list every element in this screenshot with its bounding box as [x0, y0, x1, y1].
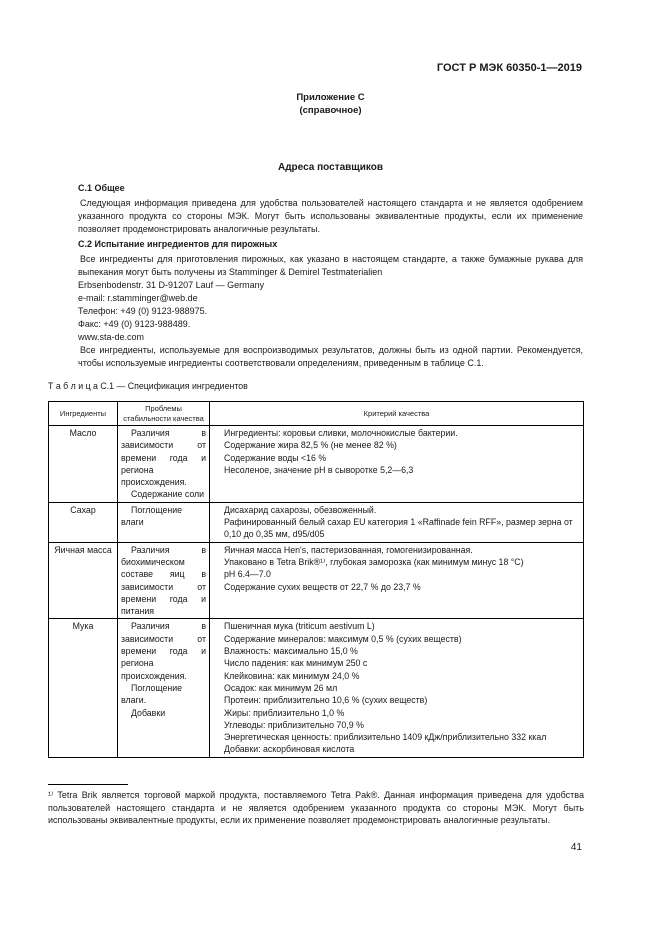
issues-cell [118, 619, 210, 757]
criteria-line: Ингредиенты: коровьи сливки, молочнокислые бактерии. [224, 428, 458, 438]
fax: Факс: +49 (0) 9123-988489. [78, 319, 191, 329]
criteria-line: Осадок: как минимум 26 мл [224, 682, 338, 693]
annex-title: Приложение С [296, 92, 365, 103]
address: Erbsenbodenstr. 31 D-91207 Lauf — Germany [78, 280, 265, 290]
ingredient-cell: Сахар [49, 502, 118, 542]
issues-cell [118, 542, 210, 619]
criteria-line: Рафинированный белый сахар EU категория 1 «Raffinade fein RFF», размер зерна от 0,10 до 0,35 мм, d95/d05 [224, 517, 573, 540]
c1-heading: С.1 Общее [78, 183, 125, 193]
section-title: Адреса поставщиков [277, 162, 384, 173]
ingredient-cell: Масло [49, 426, 118, 503]
criteria-line: Содержание воды <16 % [224, 452, 327, 463]
criteria-line: Протеин: приблизительно 10,6 % (сухих веществ) [224, 695, 428, 706]
c2-text1: Все ингредиенты для приготовления пирожных, как указано в настоящем стандарте, а также бумажные рукава для выпекания могут быть получены из Stamminger & Demirel Testmaterialien [78, 254, 583, 277]
table-row [49, 502, 584, 542]
header-issues: Проблемы стабильности качества [118, 402, 210, 426]
criteria-line: Добавки: аскорбиновая кислота [224, 744, 355, 755]
c2-heading: С.2 Испытание ингредиентов для пирожных [78, 239, 278, 249]
criteria-line: Содержание минералов: максимум 0,5 % (сухих веществ) [224, 633, 462, 644]
issues-paragraph: Поглощение влаги. [121, 682, 183, 706]
website: www.sta-de.com [78, 332, 145, 342]
criteria-line: Дисахарид сахарозы, обезвоженный. [224, 504, 377, 515]
table-caption: Т а б л и ц а С.1 — Спецификация ингредиентов [48, 381, 248, 391]
criteria-line: pH 6.4—7.0 [224, 569, 271, 580]
criteria-line: Пшеничная мука (triticum aestivum L) [224, 621, 375, 632]
issues-paragraph: Поглощение влаги [121, 504, 183, 528]
table-row [49, 619, 584, 757]
standard-header: ГОСТ Р МЭК 60350-1—2019 [436, 62, 582, 74]
annex-subtitle: (справочное) [299, 105, 362, 116]
ingredient-cell: Мука [49, 619, 118, 757]
criteria-line: Жиры: приблизительно 1,0 % [224, 707, 345, 718]
ingredient-cell: Яичная масса [49, 542, 118, 619]
criteria-line: Число падения: как минимум 250 с [224, 658, 368, 669]
table-row [49, 426, 584, 503]
issues-cell [118, 502, 210, 542]
footnote: ¹⁾ Tetra Brik является торговой маркой продукта, поставляемого Tetra Pak®. Данная информация приведена для удобства пользователей настоящего стандарта и не является одобрением указанного продукта со стороны МЭК. Могут быть использованы эквивалентные продукты, если их применение позволяет продемонстрировать аналогичные результаты. [48, 790, 584, 825]
issues-paragraph: Содержание соли [131, 489, 205, 500]
criteria-line: Углеводы: приблизительно 70,9 % [224, 719, 364, 730]
criteria-line: Влажность: максимально 15,0 % [224, 646, 358, 657]
email: e-mail: r.stamminger@web.de [78, 293, 198, 303]
c1-text: Следующая информация приведена для удобства пользователей настоящего стандарта и не является одобрением указанного продукта со стороны МЭК. Могут быть использованы эквивалентные продукты, если их применение позволяет продемонстрировать аналогичные результаты. [78, 198, 583, 234]
issues-paragraph: Добавки [131, 707, 166, 718]
criteria-line: Содержание жира 82,5 % (не менее 82 %) [224, 440, 397, 451]
issues-cell [118, 426, 210, 503]
page-number: 41 [570, 842, 582, 853]
criteria-line: Яичная масса Hen's, пастеризованная, гомогенизированная. [224, 544, 473, 555]
criteria-cell [210, 426, 584, 503]
phone: Телефон: +49 (0) 9123-988975. [78, 306, 208, 316]
criteria-line: Клейковина: как минимум 24,0 % [224, 670, 360, 681]
criteria-cell [210, 619, 584, 757]
issues-paragraph: Различия в зависимости от времени года и региона происхождения. [121, 428, 206, 488]
criteria-line: Несоленое, значение pH в сыворотке 5,2—6,3 [224, 464, 414, 475]
issues-paragraph: Различия в биохимическом составе яиц в зависимости от времени года и питания [121, 544, 206, 617]
header-criteria: Критерий качества [210, 402, 584, 426]
criteria-line: Упаковано в Tetra Brik®¹⁾, глубокая заморозка (как минимум минус 18 °C) [224, 556, 524, 567]
criteria-cell [210, 502, 584, 542]
ingredients-table [48, 401, 584, 758]
footnote-divider [48, 784, 128, 785]
criteria-cell [210, 542, 584, 619]
header-ingredients: Ингредиенты [49, 402, 118, 426]
criteria-line: Содержание сухих веществ от 22,7 % до 23,7 % [224, 581, 421, 592]
c2-text2: Все ингредиенты, используемые для воспроизводимых результатов, должны быть из одной партии. Рекомендуется, чтобы используемые ингредиенты соответствовали определениям, приведенным в таблице С.1. [78, 345, 583, 368]
issues-paragraph: Различия в зависимости от времени года и региона происхождения. [121, 621, 206, 681]
criteria-line: Энергетическая ценность: приблизительно 1409 кДж/приблизительно 332 ккал [224, 732, 547, 743]
table-row [49, 542, 584, 619]
